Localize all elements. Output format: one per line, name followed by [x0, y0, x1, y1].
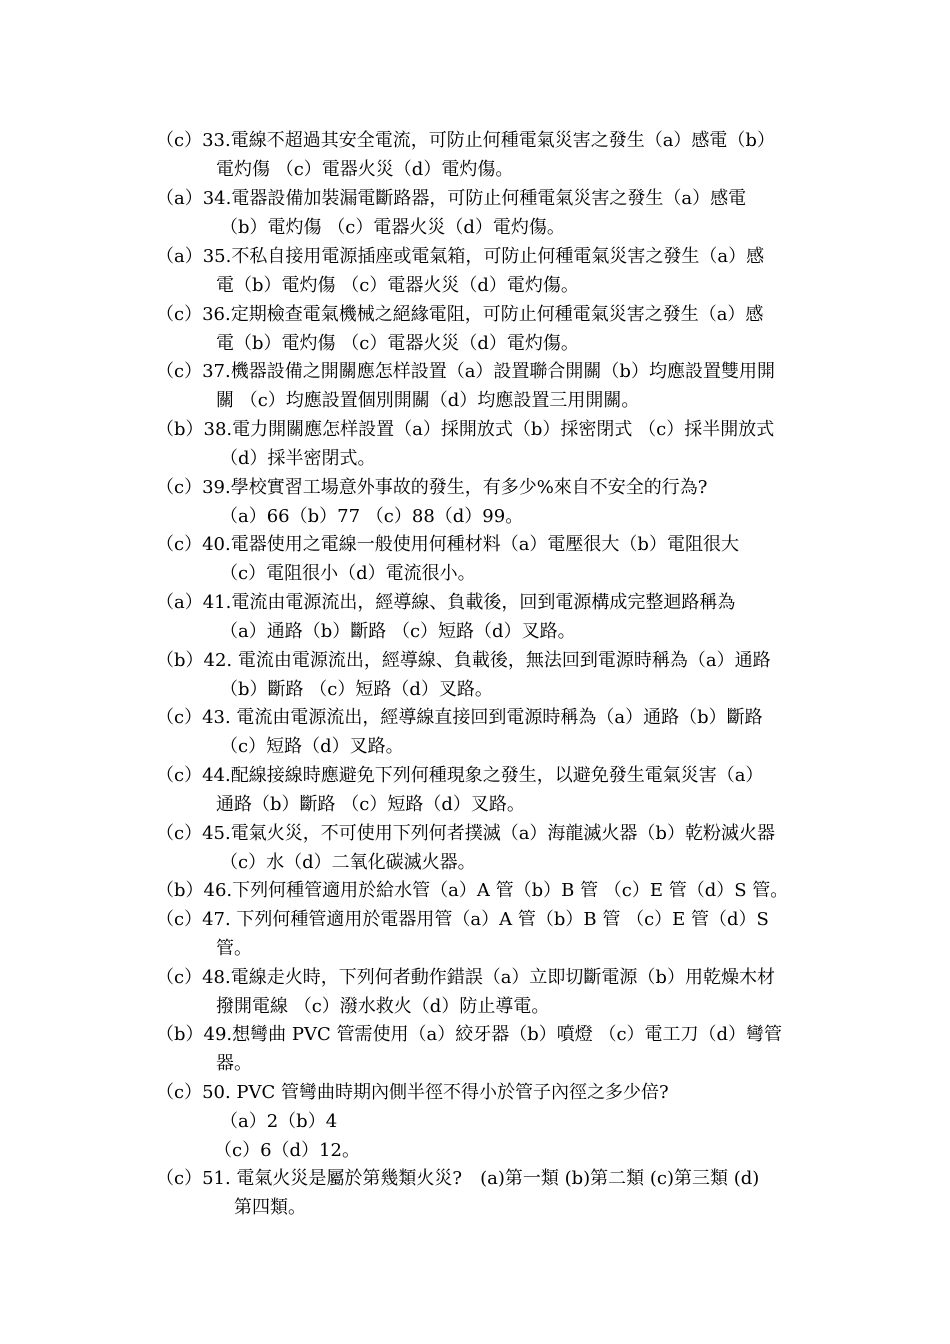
question-33-line-2: 電灼傷 （c）電器火災（d）電灼傷。: [216, 159, 514, 180]
question-43-line-2: （c）短路（d）叉路。: [220, 736, 404, 757]
question-48-line-2: 撥開電線 （c）潑水救火（d）防止導電。: [216, 996, 550, 1017]
question-33-line-1: （c）33.電線不超過其安全電流，可防止何種電氣災害之發生（a）感電（b）: [156, 130, 775, 151]
question-47-line-2: 管。: [216, 938, 252, 959]
question-46-line-1: （b）46.下列何種管適用於給水管（a）A 管（b）B 管 （c）E 管（d）S 管。: [156, 880, 789, 901]
question-41-line-2: （a）通路（b）斷路 （c）短路（d）叉路。: [220, 621, 576, 642]
question-37-line-1: （c）37.機器設備之開關應怎样設置（a）設置聯合開關（b）均應設置雙用開: [156, 361, 775, 382]
question-41-line-1: （a）41.電流由電源流出，經導線、負載後，回到電源構成完整迴路稱為: [156, 592, 736, 613]
question-40-line-1: （c）40.電器使用之電線一般使用何種材料（a）電壓很大（b）電阻很大: [156, 534, 739, 555]
question-39-line-1: （c）39.學校實習工場意外事故的發生，有多少%來自不安全的行為?: [156, 477, 708, 498]
question-40-line-2: （c）電阻很小（d）電流很小。: [220, 563, 476, 584]
question-36-line-1: （c）36.定期檢查電氣機械之絕緣電阻，可防止何種電氣災害之發生（a）感: [156, 304, 764, 325]
question-45-line-2: （c）水（d）二氧化碳滅火器。: [220, 852, 476, 873]
question-35-line-1: （a）35.不私自接用電源插座或電氣箱，可防止何種電氣災害之發生（a）感: [156, 246, 765, 267]
question-50-line-3: （c）6（d）12。: [214, 1140, 360, 1161]
question-44-line-1: （c）44.配線接線時應避免下列何種現象之發生，以避免發生電氣災害（a）: [156, 765, 764, 786]
question-48-line-1: （c）48.電線走火時，下列何者動作錯誤（a）立即切斷電源（b）用乾燥木材: [156, 967, 775, 988]
question-38-line-2: （d）採半密閉式。: [220, 448, 376, 469]
question-49-line-2: 器。: [216, 1053, 252, 1074]
question-34-line-1: （a）34.電器設備加裝漏電斷路器，可防止何種電氣災害之發生（a）感電: [156, 188, 747, 209]
question-37-line-2: 關 （c）均應設置個別開關（d）均應設置三用開關。: [216, 390, 640, 411]
question-51-line-1: （c）51. 電氣火災是屬於第幾類火災? (a)第一類 (b)第二類 (c)第三類 (d): [156, 1168, 760, 1189]
question-49-line-1: （b）49.想彎曲 PVC 管需使用（a）絞牙器（b）噴燈 （c）電工刀（d）彎管: [156, 1024, 783, 1045]
question-38-line-1: （b）38.電力開關應怎样設置（a）採開放式（b）採密閉式 （c）採半開放式: [156, 419, 775, 440]
question-36-line-2: 電（b）電灼傷 （c）電器火災（d）電灼傷。: [216, 333, 579, 354]
question-34-line-2: （b）電灼傷 （c）電器火災（d）電灼傷。: [220, 217, 565, 238]
question-43-line-1: （c）43. 電流由電源流出，經導線直接回到電源時稱為（a）通路（b）斷路: [156, 707, 763, 728]
question-45-line-1: （c）45.電氣火災，不可使用下列何者撲滅（a）海龍滅火器（b）乾粉滅火器: [156, 823, 775, 844]
question-50-line-1: （c）50. PVC 管彎曲時期內側半徑不得小於管子內徑之多少倍?: [156, 1082, 669, 1103]
question-44-line-2: 通路（b）斷路 （c）短路（d）叉路。: [216, 794, 525, 815]
question-50-line-2: （a）2（b）4: [220, 1111, 338, 1132]
question-35-line-2: 電（b）電灼傷 （c）電器火災（d）電灼傷。: [216, 275, 579, 296]
question-51-line-2: 第四類。: [234, 1197, 306, 1218]
question-42-line-1: （b）42. 電流由電源流出，經導線、負載後，無法回到電源時稱為（a）通路: [156, 650, 771, 671]
question-47-line-1: （c）47. 下列何種管適用於電器用管（a）A 管（b）B 管 （c）E 管（d）S: [156, 909, 769, 930]
question-42-line-2: （b）斷路 （c）短路（d）叉路。: [220, 679, 493, 700]
question-39-line-2: （a）66（b）77 （c）88（d）99。: [220, 506, 524, 527]
